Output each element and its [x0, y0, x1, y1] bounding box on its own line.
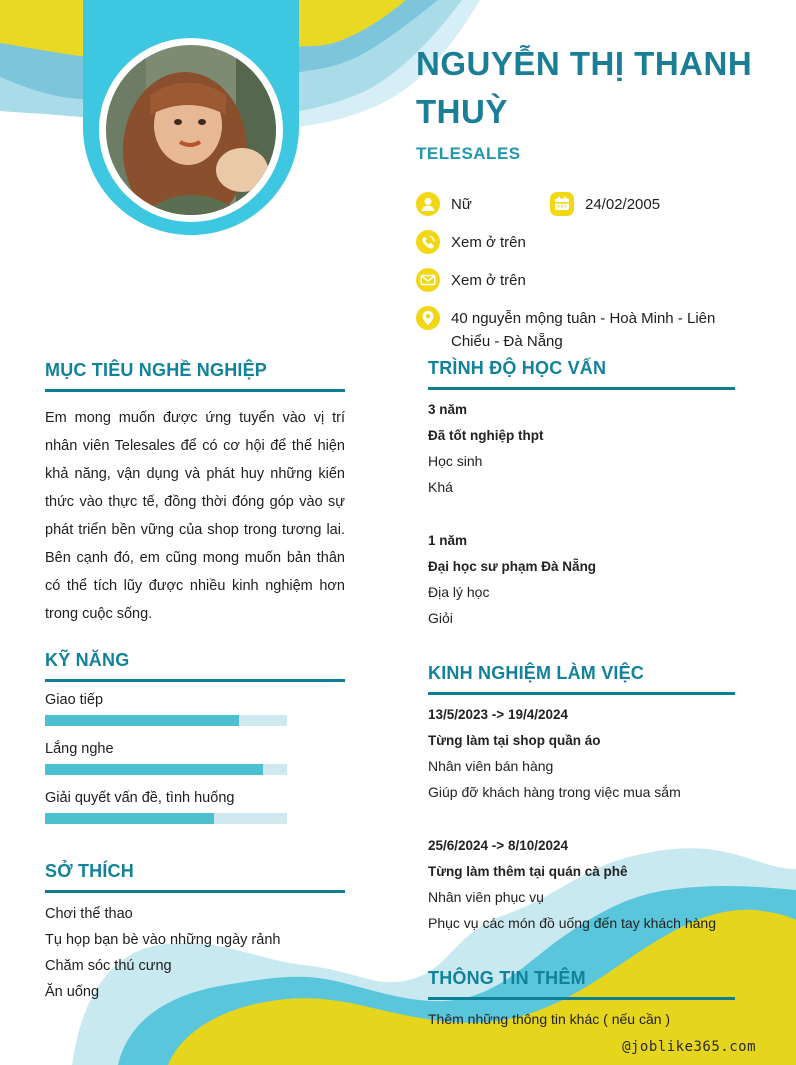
job-title: TELESALES — [416, 144, 521, 163]
section-divider — [45, 389, 345, 392]
skill-bar-fill — [45, 764, 263, 775]
education-duration: 3 năm — [428, 402, 468, 417]
contact-email — [416, 268, 788, 297]
phone-value: Xem ở trên — [451, 234, 526, 251]
experience-period: 25/6/2024 -> 8/10/2024 — [428, 838, 568, 853]
section-experience — [428, 663, 760, 931]
experience-company: Từng làm tại shop quần áo — [428, 733, 601, 748]
watermark: @joblike365.com — [622, 1039, 756, 1055]
additional-entry — [428, 1012, 760, 1027]
email-icon — [416, 268, 440, 297]
contact-row-pair — [416, 192, 788, 230]
experience-title: KINH NGHIỆM LÀM VIỆC — [428, 663, 645, 683]
section-divider — [45, 890, 345, 893]
calendar-icon — [550, 192, 574, 221]
skill-bar-track — [45, 764, 287, 775]
phone-icon — [416, 230, 440, 259]
header-block — [416, 40, 788, 362]
right-column — [428, 358, 760, 1038]
education-major: Học sinh — [428, 453, 483, 469]
skills-title: KỸ NĂNG — [45, 650, 130, 670]
experience-company: Từng làm thêm tại quán cà phê — [428, 864, 628, 879]
additional-title: THÔNG TIN THÊM — [428, 968, 586, 988]
experience-description: Phục vụ các món đồ uống đến tay khách hàng — [428, 915, 716, 931]
section-objective — [45, 360, 345, 628]
hobby-item: Chơi thể thao — [45, 906, 133, 922]
address-value: 40 nguyễn mộng tuân - Hoà Minh - Liên Chiểu - Đà Nẵng — [451, 310, 716, 350]
skill-label: Giải quyết vấn đề, tình huống — [45, 790, 235, 806]
hobby-item: Ăn uống — [45, 984, 100, 1000]
education-result: Khá — [428, 479, 453, 495]
contact-address — [416, 306, 788, 353]
skill-label: Lắng nghe — [45, 741, 114, 757]
education-school: Đã tốt nghiệp thpt — [428, 428, 544, 443]
email-value: Xem ở trên — [451, 272, 526, 289]
birthday-value: 24/02/2005 — [585, 196, 661, 213]
skill-item — [45, 692, 345, 726]
experience-role: Nhân viên phục vụ — [428, 889, 544, 905]
gender-value: Nữ — [451, 196, 472, 213]
section-additional — [428, 968, 760, 1027]
education-result: Giỏi — [428, 610, 453, 626]
education-entry — [428, 533, 760, 626]
skill-item — [45, 790, 345, 824]
education-school: Đại học sư phạm Đà Nẵng — [428, 559, 597, 574]
experience-entry — [428, 707, 760, 800]
experience-period: 13/5/2023 -> 19/4/2024 — [428, 707, 568, 722]
location-icon — [416, 306, 440, 335]
section-divider — [428, 997, 735, 1000]
education-entry — [428, 402, 760, 495]
experience-entry — [428, 838, 760, 931]
contact-gender — [416, 192, 550, 221]
education-major: Địa lý học — [428, 584, 490, 600]
objective-body: Em mong muốn được ứng tuyển vào vị trí nhân viên Telesales để có cơ hội để thể hiện khả năng, vận dụng và phát huy những kiến thức vào thực tế, đồng thời đóng góp vào sự phát triển bền vững của shop trong tương lai. Bên cạnh đó, em cũng mong muốn bản thân có thể tích lũy được nhiều kinh nghiệm hơn trong cuộc sống. — [45, 410, 345, 622]
skill-bar-track — [45, 715, 287, 726]
education-duration: 1 năm — [428, 533, 468, 548]
left-column — [45, 360, 345, 1005]
objective-title: MỤC TIÊU NGHỀ NGHIỆP — [45, 360, 268, 380]
hobbies-title: SỞ THÍCH — [45, 861, 134, 881]
candidate-name: NGUYỄN THỊ THANH THUỲ — [416, 45, 753, 130]
experience-description: Giúp đỡ khách hàng trong việc mua sắm — [428, 784, 681, 800]
skill-bar-fill — [45, 715, 239, 726]
section-divider — [45, 679, 345, 682]
hobby-item: Chăm sóc thú cưng — [45, 958, 172, 974]
skill-bar-track — [45, 813, 287, 824]
section-divider — [428, 692, 735, 695]
additional-note: Thêm những thông tin khác ( nếu cần ) — [428, 1011, 671, 1027]
section-skills — [45, 650, 345, 824]
contact-phone — [416, 230, 788, 259]
education-title: TRÌNH ĐỘ HỌC VẤN — [428, 358, 607, 378]
hobby-item: Tụ họp bạn bè vào những ngày rảnh — [45, 932, 281, 948]
contact-birthday — [550, 192, 660, 221]
section-divider — [428, 387, 735, 390]
skill-bar-fill — [45, 813, 214, 824]
section-hobbies — [45, 861, 345, 1005]
person-icon — [416, 192, 440, 221]
section-education — [428, 358, 760, 626]
experience-role: Nhân viên bán hàng — [428, 758, 554, 774]
skill-label: Giao tiếp — [45, 692, 104, 708]
skill-item — [45, 741, 345, 775]
